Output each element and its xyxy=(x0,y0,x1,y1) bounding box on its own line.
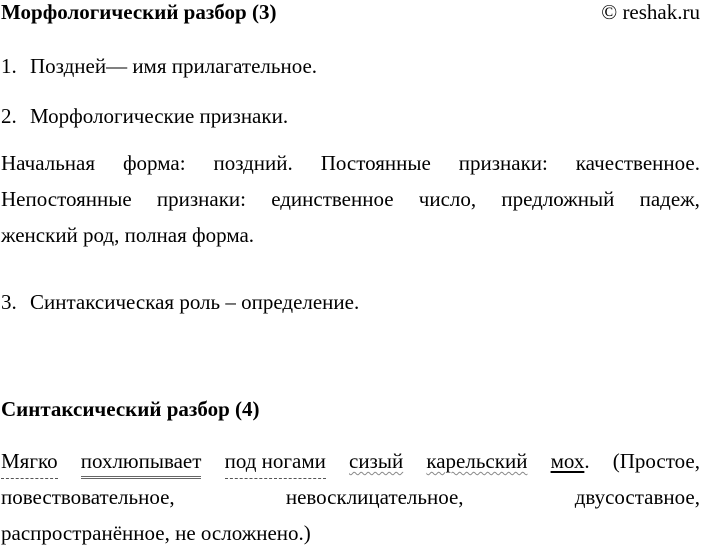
syntax-analysis-paragraph xyxy=(1,443,700,551)
analysis-line-2 xyxy=(1,479,700,515)
adverbial-word: Мягко xyxy=(1,443,58,479)
word: качественное. xyxy=(575,151,700,175)
list-text: Морфологические признаки. xyxy=(30,104,289,128)
word: предложный xyxy=(501,187,615,211)
morphology-item-1 xyxy=(1,52,317,80)
paragraph-line-2 xyxy=(1,181,700,217)
paragraph-line-1 xyxy=(1,145,700,181)
list-number: 2. xyxy=(1,104,17,128)
predicate-word: похлюпывает xyxy=(81,443,202,479)
watermark: © reshak.ru xyxy=(601,0,700,24)
subject-word: мох xyxy=(550,449,585,473)
syntax-section-title: Синтаксический разбор (4) xyxy=(1,397,260,421)
list-number: 1. xyxy=(1,54,17,78)
header-row xyxy=(1,0,700,28)
word: число, xyxy=(418,187,477,211)
list-text: Поздней— имя прилагательное. xyxy=(30,54,318,78)
word: поздний. xyxy=(213,151,293,175)
subject-with-period xyxy=(551,443,590,479)
morphology-features-paragraph xyxy=(1,145,700,253)
word: повествовательное, xyxy=(1,485,175,509)
morphology-item-2 xyxy=(1,102,288,130)
word: признаки: xyxy=(458,151,548,175)
analysis-line-3: распространённое, не осложнено.) xyxy=(1,521,311,545)
word: Начальная xyxy=(1,151,95,175)
morphology-item-3 xyxy=(1,288,359,316)
sentence-line xyxy=(1,443,700,479)
word: падеж, xyxy=(639,187,700,211)
adverbial-phrase: под ногами xyxy=(225,443,326,479)
sentence-period: . xyxy=(584,449,590,473)
list-text: Синтаксическая роль – определение. xyxy=(30,290,360,314)
attribute-word: сизый xyxy=(349,449,404,473)
word: единственное xyxy=(271,187,394,211)
word: признаки: xyxy=(156,187,246,211)
list-number: 3. xyxy=(1,290,17,314)
word: Постоянные xyxy=(320,151,431,175)
morphology-section-title: Морфологический разбор (3) xyxy=(1,0,277,24)
paragraph-line-3: женский род, полная форма. xyxy=(1,223,255,247)
word: форма: xyxy=(122,151,186,175)
word: невосклицательное, xyxy=(285,485,464,509)
word: двусоставное, xyxy=(574,485,700,509)
word: Непостоянные xyxy=(1,187,132,211)
analysis-start: (Простое, xyxy=(612,449,700,473)
attribute-word: карельский xyxy=(426,449,528,473)
